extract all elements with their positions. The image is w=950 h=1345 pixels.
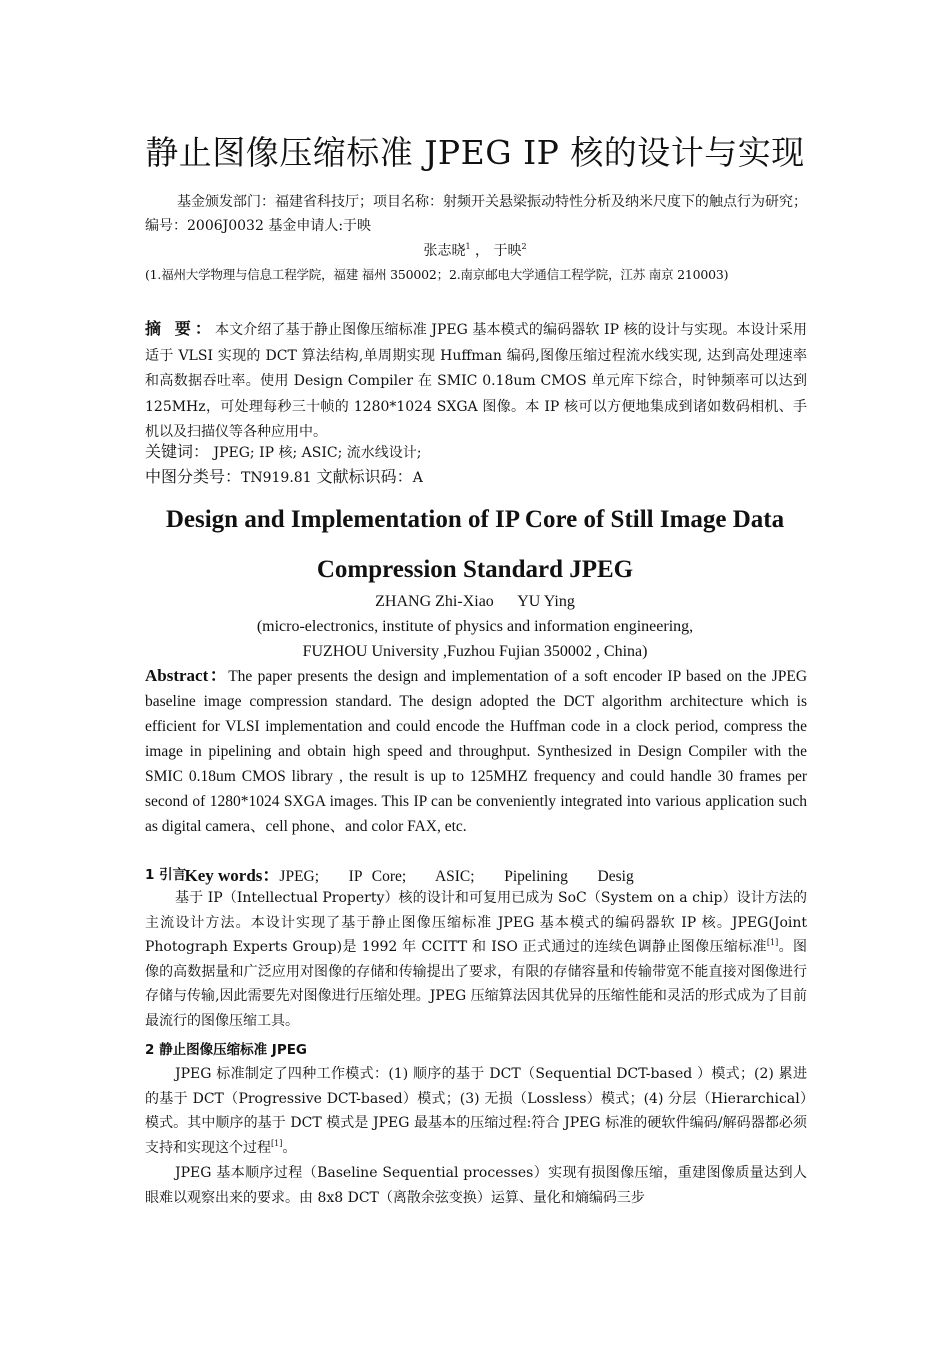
document-code-label: 文献标识码： <box>311 467 413 486</box>
chinese-keywords-label: 关键词： <box>145 442 210 461</box>
english-keywords-text: JPEG; IP Core; ASIC; Pipelining Desig <box>279 868 634 885</box>
chinese-authors <box>0 240 950 262</box>
english-abstract-text: The paper presents the design and implementation of a soft encoder IP based on the JPEG baseline image compression standard. The design adopted the DCT algorithm architecture which is efficient for VLSI implementation and could encode the Huffman code in a clock period, compress the image in pipelining and obtain high speed and throughput. Synthesized in Design Compiler with the SMIC 0.18um CMOS library , the result is up to 125MHZ frequency and could handle 30 frames per second of 1280*1024 SXGA images. This IP can be conveniently integrated into various application such as digital camera、cell phone、and color FAX, etc. <box>145 668 808 835</box>
classification-label: 中图分类号： <box>145 467 242 486</box>
chinese-affiliation: (1.福州大学物理与信息工程学院，福建 福州 350002；2.南京邮电大学通信工程学院，江苏 南京 210003) <box>145 267 729 282</box>
chinese-abstract-label: 摘 要： <box>145 319 216 338</box>
english-affiliation <box>0 614 950 664</box>
section-1-heading: 1 引言 <box>145 867 187 883</box>
english-title-line-1: Design and Implementation of IP Core of Still Image Data <box>165 506 785 533</box>
english-title-line-2: Compression Standard JPEG <box>316 556 634 583</box>
english-affiliation-line-1: (micro-electronics, institute of physics and information engineering, <box>256 618 694 635</box>
section-1-text-a: 基于 IP（Intellectual Property）核的设计和可复用已成为 SoC（System on a chip）设计方法的主流设计方法。本设计实现了基于静止图像压缩标准 JPEG 基本模式的编码器软 IP 核。JPEG(Joint Photograph Experts Group)是 1992 年 CCITT 和 ISO 正式通过的连续色调静止图像压缩标准 <box>145 890 807 955</box>
english-title <box>0 495 950 595</box>
chinese-keywords <box>145 440 807 465</box>
citation-ref: [1] <box>766 938 779 947</box>
chinese-keywords-text: JPEG; IP 核; ASIC; 流水线设计; <box>209 445 422 461</box>
classification-value: TN919.81 <box>241 470 312 486</box>
chinese-title: 静止图像压缩标准 JPEG IP 核的设计与实现 <box>145 133 805 172</box>
document-code-value: A <box>412 470 423 486</box>
section-1-paragraph <box>145 886 807 1033</box>
author-separator: ， <box>475 243 489 259</box>
section-2-paragraph-1 <box>145 1062 807 1160</box>
english-abstract <box>145 663 807 839</box>
section-2-text-b: 。 <box>282 1139 297 1156</box>
english-authors: ZHANG Zhi-Xiao YU Ying <box>375 593 575 610</box>
author-1-affil-mark: 1 <box>465 242 471 251</box>
chinese-abstract <box>145 316 807 446</box>
section-1-text-b: 。图像的高数据量和广泛应用对图像的存储和传输提出了要求，有限的存储容量和传输带宽不能直接对图像进行存储与传输,因此需要先对图像进行压缩处理。JPEG 压缩算法因其优异的压缩性能和灵活的形式成为了目前最流行的图像压缩工具。 <box>145 939 808 1029</box>
author-2-affil-mark: 2 <box>521 242 527 251</box>
section-2-text-a: JPEG 标准制定了四种工作模式：(1) 顺序的基于 DCT（Sequential DCT-based ）模式；(2) 累进的基于 DCT（Progressive DCT-based）模式；(3) 无损（Lossless）模式；(4) 分层（Hierarchical）模式。其中顺序的基于 DCT 模式是 JPEG 最基本的压缩过程:符合 JPEG 标准的硬软件编码/解码器都必须支持和实现这个过程 <box>145 1066 807 1156</box>
section-2-paragraph-2: JPEG 基本顺序过程（Baseline Sequential processes）实现有损图像压缩，重建图像质量达到人眼难以观察出来的要求。由 8x8 DCT（离散余弦变换）运算、量化和熵编码三步 <box>145 1165 807 1206</box>
english-affiliation-line-2: FUZHOU University ,Fuzhou Fujian 350002 , China) <box>302 643 648 660</box>
citation-ref: [1] <box>271 1138 283 1148</box>
chinese-classification <box>145 465 807 490</box>
english-abstract-label: Abstract： <box>145 666 229 685</box>
fund-info: 基金颁发部门：福建省科技厅；项目名称：射频开关悬梁振动特性分析及纳米尺度下的触点行为研究；编号：2006J0032 基金申请人:于映 <box>145 194 807 234</box>
english-keywords-label: Key words： <box>184 866 280 885</box>
author-1-name: 张志晓 <box>423 243 466 259</box>
chinese-abstract-text: 本文介绍了基于静止图像压缩标准 JPEG 基本模式的编码器软 IP 核的设计与实现。本设计采用适于 VLSI 实现的 DCT 算法结构,单周期实现 Huffman 编码,图像压缩过程流水线实现, 达到高处理速率和高数据吞吐率。使用 Design Compiler 在 SMIC 0.18um CMOS 单元库下综合，时钟频率可以达到 125MHz，可处理每秒三十帧的 1280*1024 SXGA 图像。本 IP 核可以方便地集成到诸如数码相机、手机以及扫描仪等各种应用中。 <box>145 322 807 440</box>
section-2-heading: 2 静止图像压缩标准 JPEG <box>145 1042 308 1058</box>
author-2-name: 于映 <box>493 243 522 259</box>
